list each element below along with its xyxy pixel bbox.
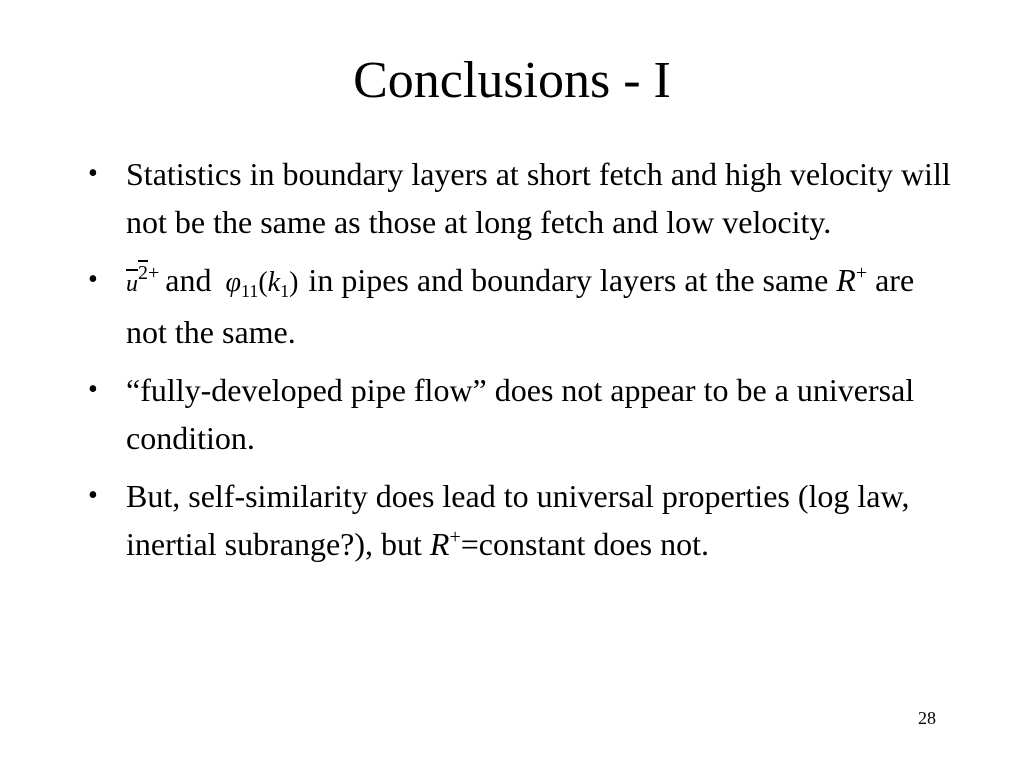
bullet-text: “fully-developed pipe flow” does not appear to be a universal condition. [126,372,915,456]
bullet-mark: • [88,374,98,405]
eq-close-paren: ) [289,267,299,298]
text-after-equations: in pipes and boundary layers at the same [308,262,829,298]
bullet-mark: • [88,480,98,511]
bullet-text-after: =constant does not. [460,526,709,562]
eq-k-sub: 1 [280,281,290,301]
bullet-text-before: But, self-similarity does lead to universal properties (log law, inertial subrange?), but [126,478,910,562]
bullet-text: Statistics in boundary layers at short fetch and high velocity will not be the same as those at long fetch and low velocity. [126,156,951,240]
bullet-item-self-similarity [82,472,962,568]
slide-title: Conclusions - I [353,52,671,109]
equation-phi11-k1 [225,259,298,307]
bullet-mark: • [88,158,98,189]
text-and: and [165,262,212,298]
eq-u-exponent: 2 [138,262,148,284]
eq-u: u [126,271,138,297]
r-superscript: + [449,526,461,548]
bullet-item-pipe-flow [82,366,962,462]
eq-phi-sub: 11 [240,281,259,301]
text-end: are not the same. [126,262,915,350]
r-superscript: + [855,262,868,284]
r-symbol: R [429,526,450,562]
bullet-mark: • [88,264,98,295]
eq-phi: φ [225,267,241,298]
bullet-item-spectra [82,256,962,356]
eq-k: k [267,267,281,298]
page-number: 28 [918,708,936,728]
eq-u-plus: + [148,262,160,284]
eq-open-paren: ( [258,267,268,298]
r-symbol: R [836,262,856,298]
bullet-list [82,150,962,578]
bullet-item-statistics [82,150,962,246]
equation-u-squared-plus [126,260,159,308]
